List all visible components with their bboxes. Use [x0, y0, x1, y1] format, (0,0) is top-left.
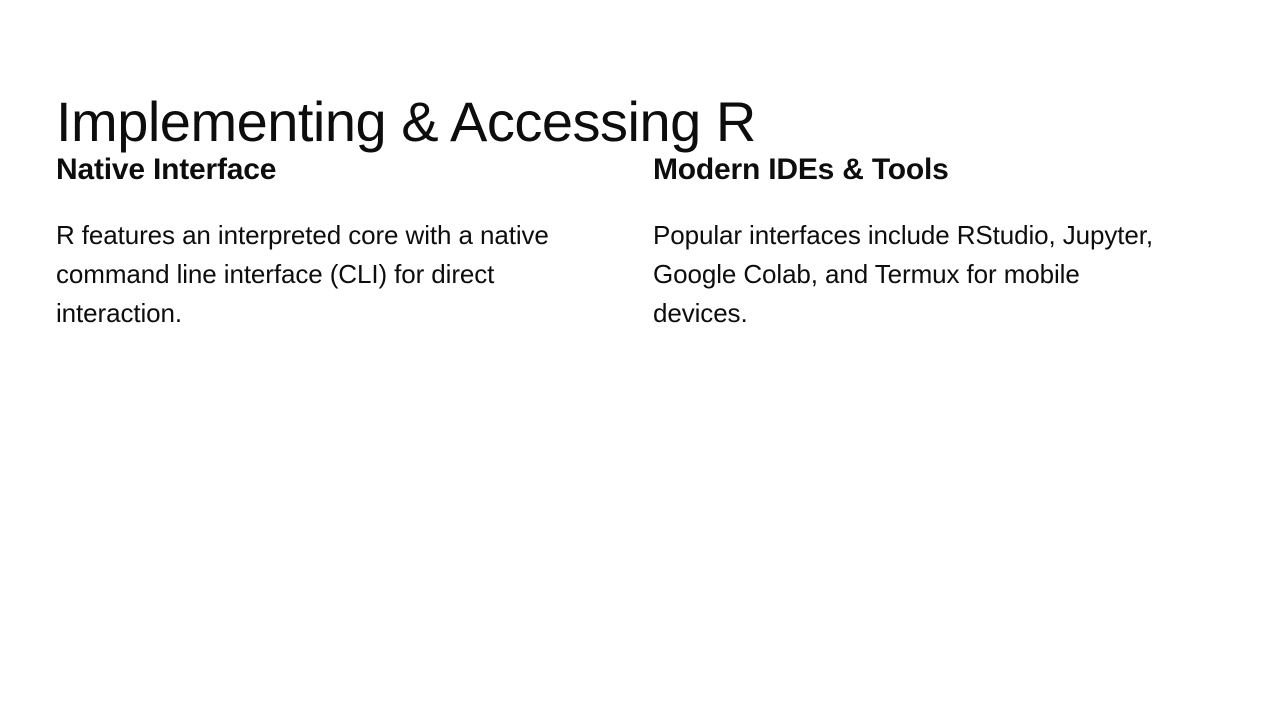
column-body-text: R features an interpreted core with a native command line interface (CLI) for direct interaction.	[56, 220, 549, 328]
column-heading: Native Interface	[56, 153, 277, 186]
column-body-text: Popular interfaces include RStudio, Jupyter, Google Colab, and Termux for mobile devices.	[653, 220, 1153, 328]
content-columns	[56, 152, 1224, 333]
page-title: Implementing & Accessing R	[56, 89, 756, 153]
column-native-interface	[56, 152, 576, 333]
column-modern-ides-tools	[653, 152, 1173, 333]
column-heading: Modern IDEs & Tools	[653, 153, 949, 186]
